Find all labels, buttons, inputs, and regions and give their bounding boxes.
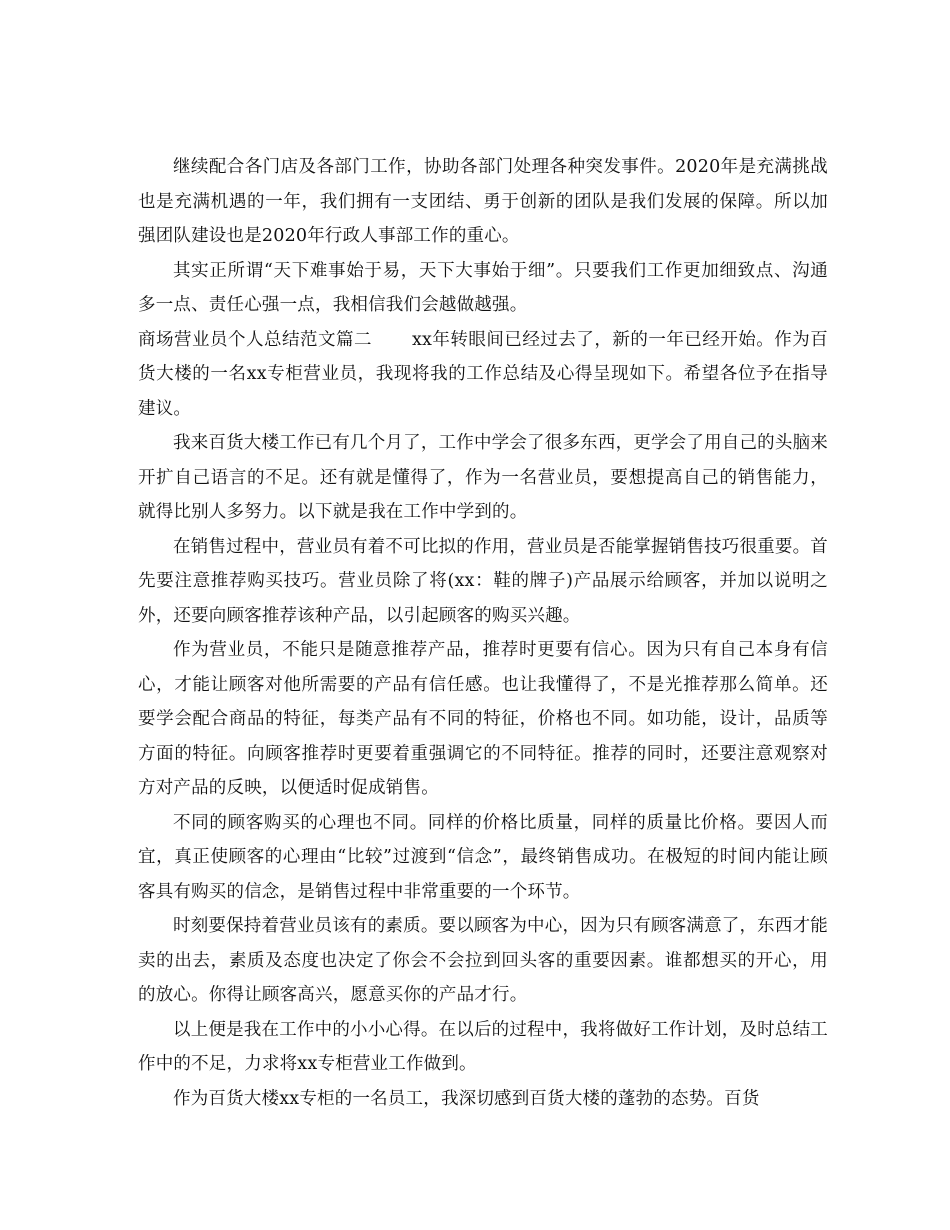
paragraph: 继续配合各门店及各部门工作，协助各部门处理各种突发事件。2020年是充满挑战也是充满机遇的一年，我们拥有一支团结、勇于创新的团队是我们发展的保障。所以加强团队建设也是2020年行政人事部工作的重心。 (138, 157, 828, 246)
paragraph: 我来百货大楼工作已有几个月了，工作中学会了很多东西，更学会了用自己的头脑来开扩自己语言的不足。还有就是懂得了，作为一名营业员，要想提高自己的销售能力，就得比别人多努力。以下就是我在工作中学到的。 (138, 433, 828, 522)
paragraph: 在销售过程中，营业员有着不可比拟的作用，营业员是否能掌握销售技巧很重要。首先要注意推荐购买技巧。营业员除了将(xx：鞋的牌子)产品展示给顾客，并加以说明之外，还要向顾客推荐该种产品，以引起顾客的购买兴趣。 (138, 536, 828, 626)
paragraph: 时刻要保持着营业员该有的素质。要以顾客为中心，因为只有顾客满意了，东西才能卖的出去，素质及态度也决定了你会不会拉到回头客的重要因素。谁都想买的开心，用的放心。你得让顾客高兴，愿意买你的产品才行。 (138, 916, 828, 1005)
section-heading-line (138, 323, 828, 427)
paragraph: 以上便是我在工作中的小小心得。在以后的过程中，我将做好工作计划，及时总结工作中的不足，力求将xx专柜营业工作做到。 (138, 1019, 828, 1074)
document-body (138, 150, 828, 1116)
paragraph: 作为营业员，不能只是随意推荐产品，推荐时更要有信心。因为只有自己本身有信心，才能让顾客对他所需要的产品有信任感。也让我懂得了，不是光推荐那么简单。还要学会配合商品的特征，每类产品有不同的特征，价格也不同。如功能，设计，品质等方面的特征。向顾客推荐时更要着重强调它的不同特征。推荐的同时，还要注意观察对方对产品的反映，以便适时促成销售。 (138, 640, 828, 798)
section-lead: xx年转眼间已经过去了，新的一年已经开始。作为百货大楼的一名xx专柜营业员，我现将我的工作总结及心得呈现如下。希望各位予在指导建议。 (138, 329, 828, 419)
paragraph: 不同的顾客购买的心理也不同。同样的价格比质量，同样的质量比价格。要因人而宜，真正使顾客的心理由“比较”过渡到“信念”，最终销售成功。在极短的时间内能让顾客具有购买的信念，是销售过程中非常重要的一个环节。 (138, 812, 828, 902)
section-title: 商场营业员个人总结范文篇二 (138, 329, 372, 350)
paragraph: 作为百货大楼xx专柜的一名员工，我深切感到百货大楼的蓬勃的态势。百货 (173, 1088, 760, 1109)
paragraph: 其实正所谓“天下难事始于易，天下大事始于细”。只要我们工作更加细致点、沟通多一点、责任心强一点，我相信我们会越做越强。 (138, 260, 828, 315)
